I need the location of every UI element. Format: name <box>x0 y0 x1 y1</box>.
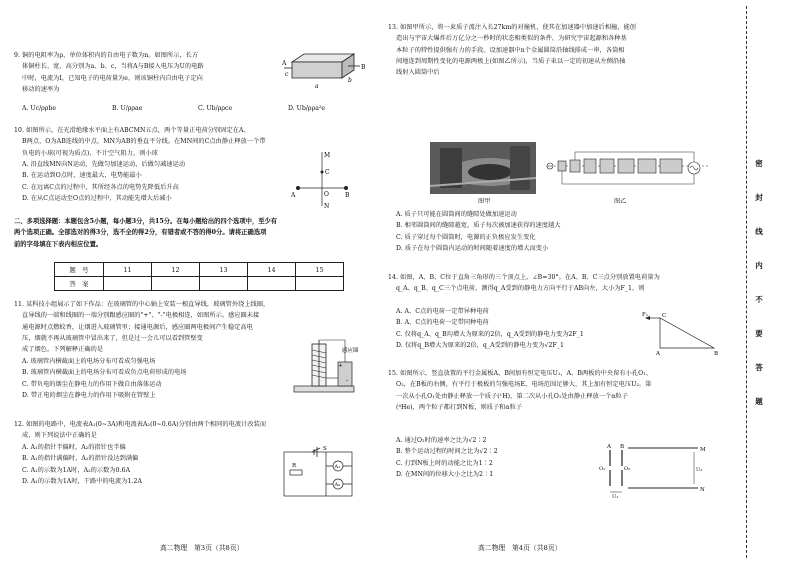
seal-char: 封 <box>755 193 763 202</box>
q15-option-d: D. 在MN间的位移大小之比为2∶1 <box>396 470 494 478</box>
q15-option-b: B. 整个运动过程的时间之比为√2∶2 <box>396 448 498 456</box>
q13-line: 线射入圆筒中后 <box>396 69 440 77</box>
induction-coil-figure <box>290 338 360 400</box>
q14-line: q_A、q_B、q_C三个点电荷，测得q_A受到的静电力方向平行于AB向左，大小为F_1，则 <box>396 285 645 293</box>
table-cell: 13 <box>200 263 248 277</box>
q11-options <box>22 356 187 401</box>
q14-option-c: C. 仅将q_A、q_B均增大为原来的2倍，q_A受到的静电力变为2F_1 <box>396 330 584 338</box>
q14-option-a: A. A、C点的电荷一定带异种电荷 <box>396 308 489 315</box>
table-cell: 11 <box>104 263 152 277</box>
q12-option-a: A. A₁的指针半偏时，A₂的指针也半偏 <box>22 444 126 451</box>
question-15 <box>388 368 652 413</box>
hole-o2-label: O₂ <box>624 466 631 472</box>
q13-option-b: B. 相邻圆筒间的缝隙越宽，质子每次被加速获得的速度越大 <box>396 222 561 230</box>
q11-option-c: C. 带负电的烟尘在静电力的作用下做自由落体运动 <box>22 380 162 388</box>
q14-options <box>396 306 584 351</box>
label-o: O <box>324 191 329 198</box>
section-2-line: 前的字母填在下表内相应位置。 <box>14 240 103 248</box>
seal-char: 密 <box>755 159 763 168</box>
question-14 <box>388 272 660 295</box>
answer-cell[interactable] <box>152 277 200 291</box>
q11-option-d: D. 带正电的烟尘在静电力的作用下吸附在管壁上 <box>22 391 156 399</box>
induction-coil-label: 感应圈 <box>342 348 359 354</box>
q13-line: 造出与宇宙大爆炸后万亿分之一秒时的状态相类似的条件，为研究宇宙起源和各种基 <box>396 35 627 43</box>
table-cell: 14 <box>248 263 296 277</box>
q15-option-a: A. 通过O₂时的速率之比为√2∶2 <box>396 437 487 444</box>
force-label: F₁ <box>642 312 649 318</box>
ammeter-circuit-figure <box>276 446 360 502</box>
caption-figure-b: 图乙 <box>614 198 627 205</box>
q10-line: 负电的小球(可视为质点)，不计空气阻力，则小球 <box>22 149 158 157</box>
q13-line: 间地连到周期性变化的电源两极上(如图乙所示)，当质子束以一定的初速从左侧沿轴 <box>396 57 626 65</box>
label-a: A <box>291 192 296 199</box>
q9-option-a: A. Uc/ρρbe <box>22 105 57 112</box>
label-b: B <box>345 192 350 199</box>
question-12 <box>14 419 266 442</box>
voltage-u1-label: U₁ <box>612 494 619 498</box>
q13-option-c: C. 质子穿过每个圆筒时，电源的正负极应发生变化 <box>396 233 536 241</box>
switch-label: S <box>323 446 327 452</box>
label-m: M <box>324 152 331 159</box>
plate-n-label: N <box>700 487 705 493</box>
vertex-a-label: A <box>656 351 660 356</box>
seal-char: 内 <box>755 261 763 270</box>
section-2-heading <box>14 216 277 250</box>
hole-o1-label: O₁ <box>599 466 606 472</box>
seal-char: 答 <box>755 363 763 372</box>
q9-option-d: D. Ub/ρρa²e <box>288 105 326 112</box>
table-row <box>55 277 344 291</box>
table-cell: 15 <box>296 263 344 277</box>
drift-tubes-figure <box>544 146 712 192</box>
q10-option-a: A. 沿直线MN向N运动，先做匀加速运动，后做匀减速运动 <box>22 161 186 168</box>
plate-b-label: B <box>620 444 625 450</box>
triangle-figure <box>642 308 722 356</box>
question-13 <box>388 22 636 78</box>
q9-line: 中时，电流为I，已知电子的电荷量为e，则该铜柱内自由电子定向 <box>22 74 203 82</box>
q10-options <box>22 159 185 204</box>
label-b: B <box>361 64 366 71</box>
label-a-length: a <box>315 83 319 90</box>
q14-option-d: D. 仅将q_B增大为原来的2倍，q_A受到的静电力变为√2F_1 <box>396 341 564 349</box>
q13-option-d: D. 质子在每个圆筒内运动的时间随着速度的增大而变小 <box>396 244 549 252</box>
seal-line-strip <box>736 0 794 564</box>
page-footer-right: 高二物理 第4页（共8页） <box>478 544 562 552</box>
answer-cell[interactable] <box>248 277 296 291</box>
seal-dashed-line <box>746 6 747 558</box>
label-a: A <box>282 60 287 67</box>
q12-line: 12. 如图的电路中，电流表A₁(0~3A)和电流表A₂(0~0.6A)分别由两个相同的电流计改装而 <box>14 421 267 428</box>
q9-line: 9. 铜的电阻率为ρ，单位体积内的自由电子数为n。如图所示，长方 <box>14 52 199 59</box>
q15-line: 一次从小孔O₁处由静止释放一个质子(¹H)，第二次从小孔O₁处由静止释放一个α粒子 <box>396 392 629 400</box>
minus-sign: - <box>346 377 349 384</box>
q11-line: 11. 某科技小组展示了如下作品：在玻璃管的中心轴上安装一根直导线，玻璃管外绕上线圈， <box>14 301 270 308</box>
q10-option-c: C. 在远离C点的过程中，其所经各点的电势先降低后升高 <box>22 183 179 191</box>
accelerator-photo <box>430 142 536 194</box>
table-cell: 12 <box>152 263 200 277</box>
page-footer-left: 高二物理 第3页（共8页） <box>160 544 244 552</box>
copper-block-figure <box>282 48 368 92</box>
plus-sign: + <box>338 363 343 369</box>
vertex-b-label: B <box>714 351 719 356</box>
q9-line: 移动的速率为 <box>22 85 60 93</box>
ammeter-a1-label: A₁ <box>334 464 341 470</box>
plate-a-label: A <box>607 444 611 450</box>
left-page <box>0 0 384 564</box>
q15-line: 15. 如图所示，竖直放置的平行金属板A、B间加有恒定电压U₁，A、B两板的中央留有小孔O₁、 <box>388 370 652 377</box>
q13-options <box>396 209 561 254</box>
caption-figure-a: 图甲 <box>478 198 491 205</box>
q10-line: B两点，O为AB连线的中点，MN为AB的垂直平分线。在MN间的C点由静止释放一个带 <box>22 138 266 146</box>
q10-option-d: D. 在从C点运动至O点的过程中，其动能先增大后减小 <box>22 194 172 202</box>
seal-char: 题 <box>755 397 763 406</box>
seal-char: 线 <box>755 227 763 236</box>
q15-option-c: C. 打到N板上时的动能之比为1∶2 <box>396 459 493 467</box>
accelerator-photo-drawing <box>430 142 536 194</box>
section-2-line: 二、多项选择题：本题包含5小题，每小题3分，共15分。在每小题给出的四个选项中，至少有 <box>14 218 278 225</box>
resistor-label: R <box>292 463 297 469</box>
q11-line: 成了烟色。下列解释正确的是 <box>22 346 104 354</box>
q15-line: O₂，在B板的右侧，有平行于极板的匀强电场E，电场范围足够大，其上加有恒定电压U₂。第 <box>396 381 652 389</box>
answer-table <box>54 262 344 291</box>
label-c-height: c <box>285 71 289 78</box>
right-page <box>388 0 726 564</box>
answer-cell[interactable] <box>200 277 248 291</box>
q15-line: (⁴He)，两个粒子都打到N板，则质子和α粒子 <box>396 403 523 411</box>
q11-line: 压，烟就不再从玻璃管中冒出来了，但是过一会儿可以看到管壁变 <box>22 334 203 342</box>
label-b-width: b <box>348 77 352 84</box>
q11-option-a: A. 玻璃管内横截面上的电场分布可看成匀强电场 <box>22 358 156 365</box>
voltage-u2-label: U₂ <box>696 467 703 473</box>
q12-option-d: D. A₁的示数为1A时，干路中的电流为1.2A <box>22 477 142 485</box>
q11-line: 通电源时点燃蚊香，让烟进入玻璃管里；接通电源后，感应圈两电极间产生稳定高电 <box>22 323 253 331</box>
q10-line: 10. 如图所示，在光滑绝缘水平面上有ABCMN五点，两个等量正电荷分别固定在A、 <box>14 127 250 134</box>
charges-figure <box>290 148 354 210</box>
q11-line: 直导线的一端和线圈的一端分别跟感应圈的"+"、"-"电极相连，如图所示。感应圈未接 <box>22 312 260 320</box>
q13-option-a: A. 质子只可能在圆筒间的缝隙处做加速运动 <box>396 211 517 218</box>
q12-line: 成，则下列说法中正确的是 <box>22 432 97 440</box>
plate-m-label: M <box>700 447 706 453</box>
q15-options <box>396 435 498 480</box>
q10-option-b: B. 在运动到O点时，速度最大，电势能最小 <box>22 172 142 180</box>
q13-line: 13. 如图甲所示，将一束质子流注入长27km的对撞机，使其在加速器中加速后相撞，能创 <box>388 24 637 31</box>
answer-cell[interactable] <box>296 277 344 291</box>
question-10 <box>14 125 266 159</box>
label-n: N <box>324 203 330 210</box>
ammeter-a2-label: A₂ <box>334 482 341 488</box>
vertex-c-label: C <box>662 313 667 319</box>
q12-option-b: B. A₁的指针满偏时，A₂的指针没达到满偏 <box>22 455 139 463</box>
section-2-line: 两个选项正确。全部选对的得3分，选不全的得2分，有错者或不答的得0分。请将正确选项 <box>14 229 267 237</box>
q11-option-b: B. 玻璃管内横截面上的电场分布可看成负点电荷形成的电场 <box>22 369 187 377</box>
table-cell: 题 号 <box>55 263 104 277</box>
parallel-plates-figure <box>598 442 710 498</box>
q13-line: 本粒子的特性提供强有力的手段。设加速器中n个金属圆筒沿轴线排成一串，各筒相 <box>396 46 625 54</box>
question-11 <box>14 299 269 355</box>
q14-option-b: B. A、C点的电荷一定带同种电荷 <box>396 319 489 327</box>
q9-option-b: B. U/ρρae <box>112 105 143 112</box>
question-9 <box>14 50 204 95</box>
q9-option-c: C. Ub/ρρce <box>198 105 233 112</box>
seal-char: 不 <box>755 295 763 304</box>
q14-line: 14. 如图，A、B、C位于直角三角形的三个顶点上，∠B=30°。在A、B、C三点分别放置电荷量为 <box>388 274 660 281</box>
q9-line: 体铜柱长、宽、高分别为a、b、c，当将A与B接入电压为U的电路 <box>22 63 204 71</box>
q12-options <box>22 442 142 487</box>
answer-cell[interactable] <box>104 277 152 291</box>
q12-option-c: C. A₁的示数为1A时，A₂的示数为0.6A <box>22 466 131 474</box>
label-c: C <box>325 169 330 176</box>
seal-char: 要 <box>755 329 763 338</box>
table-cell: 答 案 <box>55 277 104 291</box>
table-row <box>55 263 344 277</box>
seal-text <box>753 158 765 430</box>
